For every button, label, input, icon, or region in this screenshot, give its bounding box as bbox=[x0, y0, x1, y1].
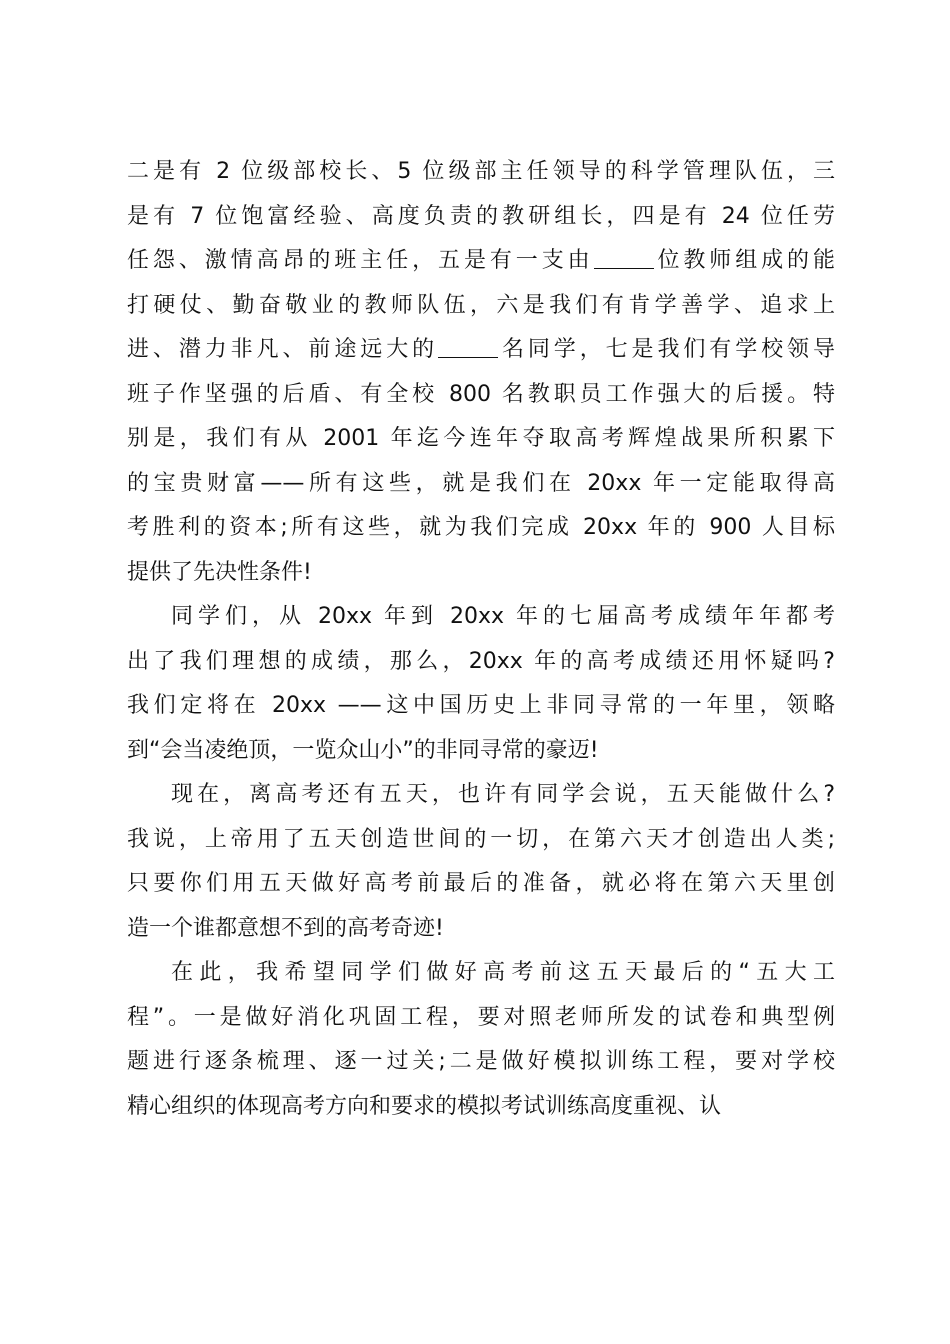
paragraph bbox=[127, 773, 835, 951]
text-line: 打硬仗、勤奋敬业的教师队伍，六是我们有肯学善学、追求上 bbox=[127, 292, 835, 318]
paragraph bbox=[127, 150, 835, 595]
text-line: 的宝贵财富——所有这些，就是我们在 20xx 年一定能取得高 bbox=[127, 470, 835, 496]
text-line: 只要你们用五天做好高考前最后的准备，就必将在第六天里创 bbox=[127, 871, 835, 896]
text-line: 任怨、激情高昂的班主任，五是有一支由 位教师组成的能 bbox=[127, 239, 835, 284]
text-line: 进、潜力非凡、前途远大的 名同学，七是我们有学校领导 bbox=[127, 328, 835, 373]
paragraph bbox=[127, 595, 835, 773]
paragraph bbox=[127, 951, 835, 1129]
text-line: 别是，我们有从 2001 年迄今连年夺取高考辉煌战果所积累下 bbox=[127, 426, 835, 451]
text-line: 提供了先决性条件! bbox=[127, 559, 312, 585]
text-line: 班子作坚强的后盾、有全校 800 名教职员工作强大的后援。特 bbox=[127, 381, 835, 407]
text-line: 是有 7 位饱富经验、高度负责的教研组长，四是有 24 位任劳 bbox=[127, 203, 835, 229]
text-line: 到“会当凌绝顶，一览众山小”的非同寻常的豪迈! bbox=[127, 737, 599, 763]
text-line: 造一个谁都意想不到的高考奇迹! bbox=[127, 915, 444, 941]
text-line: 考胜利的资本;所有这些，就为我们完成 20xx 年的 900 人目标 bbox=[127, 515, 835, 540]
document-body bbox=[127, 150, 835, 1129]
text-line: 精心组织的体现高考方向和要求的模拟考试训练高度重视、认 bbox=[127, 1093, 722, 1119]
fill-in-blank bbox=[438, 329, 498, 358]
text-line: 我说，上帝用了五天创造世间的一切，在第六天才创造出人类; bbox=[127, 826, 835, 852]
text-line: 现在，离高考还有五天，也许有同学会说，五天能做什么? bbox=[171, 782, 835, 807]
text-line: 出了我们理想的成绩，那么，20xx 年的高考成绩还用怀疑吗? bbox=[127, 648, 835, 674]
text-line: 在此，我希望同学们做好高考前这五天最后的“五大工 bbox=[171, 960, 835, 985]
text-line: 二是有 2 位级部校长、5 位级部主任领导的科学管理队伍，三 bbox=[127, 159, 835, 184]
text-line: 程”。一是做好消化巩固工程，要对照老师所发的试卷和典型例 bbox=[127, 1004, 835, 1030]
text-line: 题进行逐条梳理、逐一过关;二是做好模拟训练工程，要对学校 bbox=[127, 1049, 835, 1074]
text-line: 同学们，从 20xx 年到 20xx 年的七届高考成绩年年都考 bbox=[171, 604, 835, 629]
text-line: 我们定将在 20xx ——这中国历史上非同寻常的一年里，领略 bbox=[127, 693, 835, 718]
fill-in-blank bbox=[594, 240, 654, 269]
